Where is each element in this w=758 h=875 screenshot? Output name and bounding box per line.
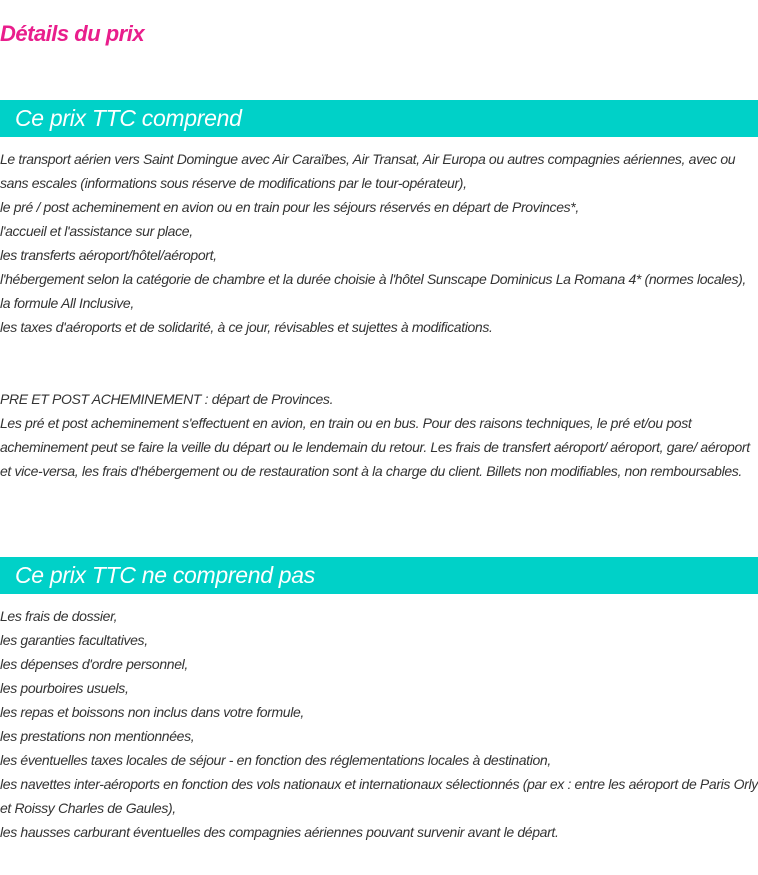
- excludes-section-header: Ce prix TTC ne comprend pas: [0, 557, 758, 594]
- includes-section-header: Ce prix TTC comprend: [0, 100, 758, 137]
- list-item: les transferts aéroport/hôtel/aéroport,: [0, 247, 217, 263]
- excludes-list: [0, 604, 758, 844]
- list-item: les éventuelles taxes locales de séjour - en fonction des réglementations locales à destination,: [0, 752, 551, 768]
- list-item: Le transport aérien vers Saint Domingue avec Air Caraïbes, Air Transat, Air Europa ou autres compagnies aériennes, avec ou sans escales (informations sous réserve de modifications par le tour-opérateur),: [0, 151, 736, 191]
- list-item: la formule All Inclusive,: [0, 295, 134, 311]
- acheminement-title: PRE ET POST ACHEMINEMENT : départ de Provinces.: [0, 391, 334, 407]
- list-item: le pré / post acheminement en avion ou en train pour les séjours réservés en départ de Provinces*,: [0, 199, 579, 215]
- list-item: les garanties facultatives,: [0, 632, 148, 648]
- list-item: les pourboires usuels,: [0, 680, 129, 696]
- list-item: les taxes d'aéroports et de solidarité, à ce jour, révisables et sujettes à modifications.: [0, 319, 493, 335]
- list-item: les prestations non mentionnées,: [0, 728, 195, 744]
- page-title: Détails du prix: [0, 21, 145, 46]
- list-item: Les frais de dossier,: [0, 608, 118, 624]
- includes-list: [0, 147, 758, 339]
- list-item: l'hébergement selon la catégorie de chambre et la durée choisie à l'hôtel Sunscape Dominicus La Romana 4* (normes locales),: [0, 271, 746, 287]
- list-item: les dépenses d'ordre personnel,: [0, 656, 188, 672]
- list-item: l'accueil et l'assistance sur place,: [0, 223, 193, 239]
- acheminement-block: [0, 387, 758, 483]
- list-item: les repas et boissons non inclus dans votre formule,: [0, 704, 304, 720]
- list-item: les hausses carburant éventuelles des compagnies aériennes pouvant survenir avant le départ.: [0, 824, 559, 840]
- acheminement-text: Les pré et post acheminement s'effectuent en avion, en train ou en bus. Pour des raisons techniques, le pré et/ou post acheminement peut se faire la veille du départ ou le lendemain du retour. Les frais de transfert aéroport/ aéroport, gare/ aéroport et vice-versa, les frais d'hébergement ou de restauration sont à la charge du client. Billets non modifiables, non remboursables.: [0, 415, 750, 479]
- list-item: les navettes inter-aéroports en fonction des vols nationaux et internationaux sélectionnés (par ex : entre les aéroport de Paris Orly et Roissy Charles de Gaules),: [0, 776, 758, 816]
